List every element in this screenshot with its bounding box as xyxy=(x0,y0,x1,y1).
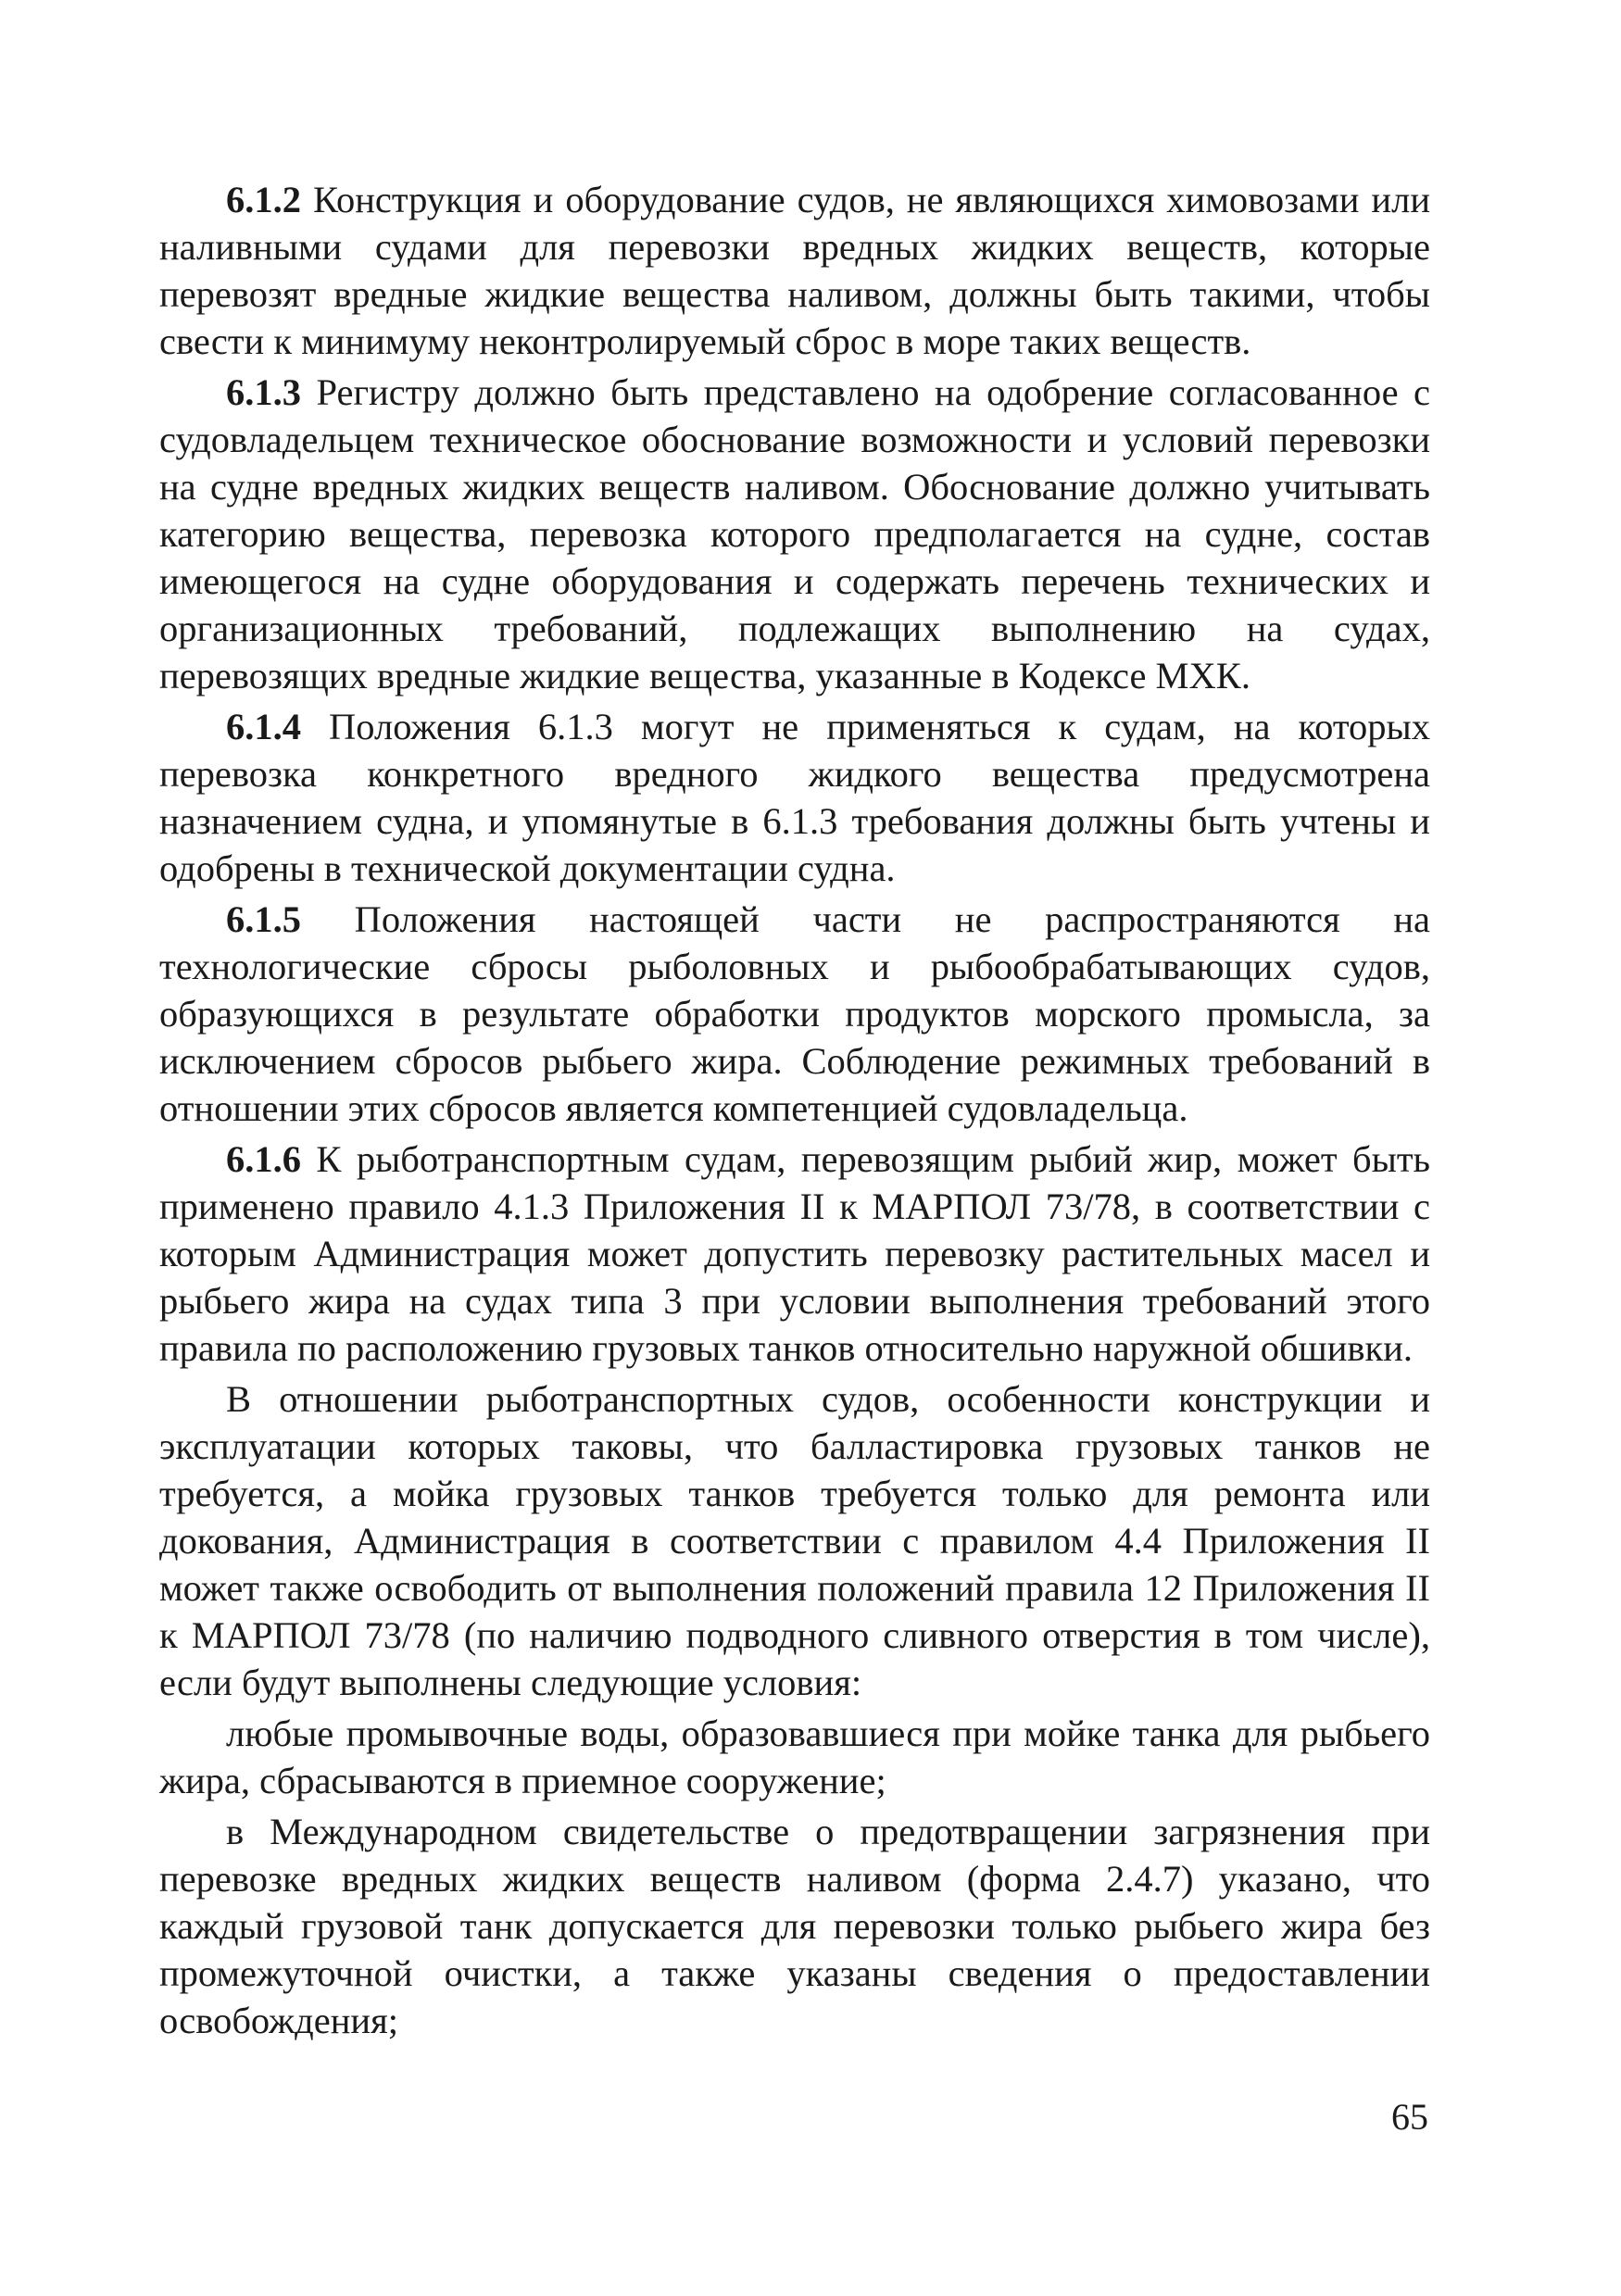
paragraph-text: в Международном свидетельстве о предотвращении загрязнения при перевозке вредных жидких веществ наливом (форма 2.4.7) указано, что каждый грузовой танк допускается для перевозки только рыбьего жира без промежуточной очистки, а также указаны сведения о предоставлении освобождения; xyxy=(159,1811,1430,2041)
paragraph-text: Положения 6.1.3 могут не применяться к судам, на которых перевозка конкретного вредного жидкого вещества предусмотрена назначением судна, и упомянутые в 6.1.3 требования должны быть учтены и одобрены в технической документации судна. xyxy=(159,706,1430,889)
paragraph-6-1-4 xyxy=(159,703,1430,892)
paragraph-text: Положения настоящей части не распространяются на технологические сбросы рыболовных и рыбообрабатывающих судов, образующихся в результате обработки продуктов морского промысла, за исключением сбросов рыбьего жира. Соблюдение режимных требований в отношении этих сбросов является компетенцией судовладельца. xyxy=(159,898,1430,1129)
paragraph-condition-certificate xyxy=(159,1808,1430,2044)
paragraph-exemption-conditions xyxy=(159,1375,1430,1706)
paragraph-6-1-5 xyxy=(159,896,1430,1132)
paragraph-number: 6.1.2 xyxy=(226,179,301,220)
paragraph-number: 6.1.3 xyxy=(226,371,301,413)
paragraph-6-1-2 xyxy=(159,176,1430,365)
paragraph-number: 6.1.6 xyxy=(226,1138,301,1180)
paragraph-text: Регистру должно быть представлено на одобрение согласованное с судовладельцем техническое обоснование возможности и условий перевозки на судне вредных жидких веществ наливом. Обоснование должно учитывать категорию вещества, перевозка которого предполагается на судне, состав имеющегося на судне оборудования и содержать перечень технических и организационных требований, подлежащих выполнению на судах, перевозящих вредные жидкие вещества, указанные в Кодексе МХК. xyxy=(159,371,1430,696)
page-number: 65 xyxy=(1391,2096,1428,2138)
paragraph-text: В отношении рыботранспортных судов, особенности конструкции и эксплуатации которых таковы, что балластировка грузовых танков не требуется, а мойка грузовых танков требуется только для ремонта или докования, Администрация в соответствии с правилом 4.4 Приложения II может также освободить от выполнения положений правила 12 Приложения II к МАРПОЛ 73/78 (по наличию подводного сливного отверстия в том числе), если будут выполнены следующие условия: xyxy=(159,1378,1430,1703)
paragraph-6-1-6 xyxy=(159,1135,1430,1372)
body-text xyxy=(159,176,1430,2048)
paragraph-6-1-3 xyxy=(159,369,1430,699)
paragraph-text: Конструкция и оборудование судов, не являющихся химовозами или наливными судами для перевозки вредных жидких веществ, которые перевозят вредные жидкие вещества наливом, должны быть такими, чтобы свести к минимуму неконтролируемый сброс в море таких веществ. xyxy=(159,179,1430,362)
paragraph-condition-washings xyxy=(159,1710,1430,1804)
paragraph-text: любые промывочные воды, образовавшиеся при мойке танка для рыбьего жира, сбрасываются в приемное сооружение; xyxy=(159,1713,1430,1801)
paragraph-number: 6.1.4 xyxy=(226,706,301,747)
paragraph-number: 6.1.5 xyxy=(226,898,301,940)
paragraph-text: К рыботранспортным судам, перевозящим рыбий жир, может быть применено правило 4.1.3 Приложения II к МАРПОЛ 73/78, в соответствии с которым Администрация может допустить перевозку растительных масел и рыбьего жира на судах типа 3 при условии выполнения требований этого правила по расположению грузовых танков относительно наружной обшивки. xyxy=(159,1138,1430,1369)
